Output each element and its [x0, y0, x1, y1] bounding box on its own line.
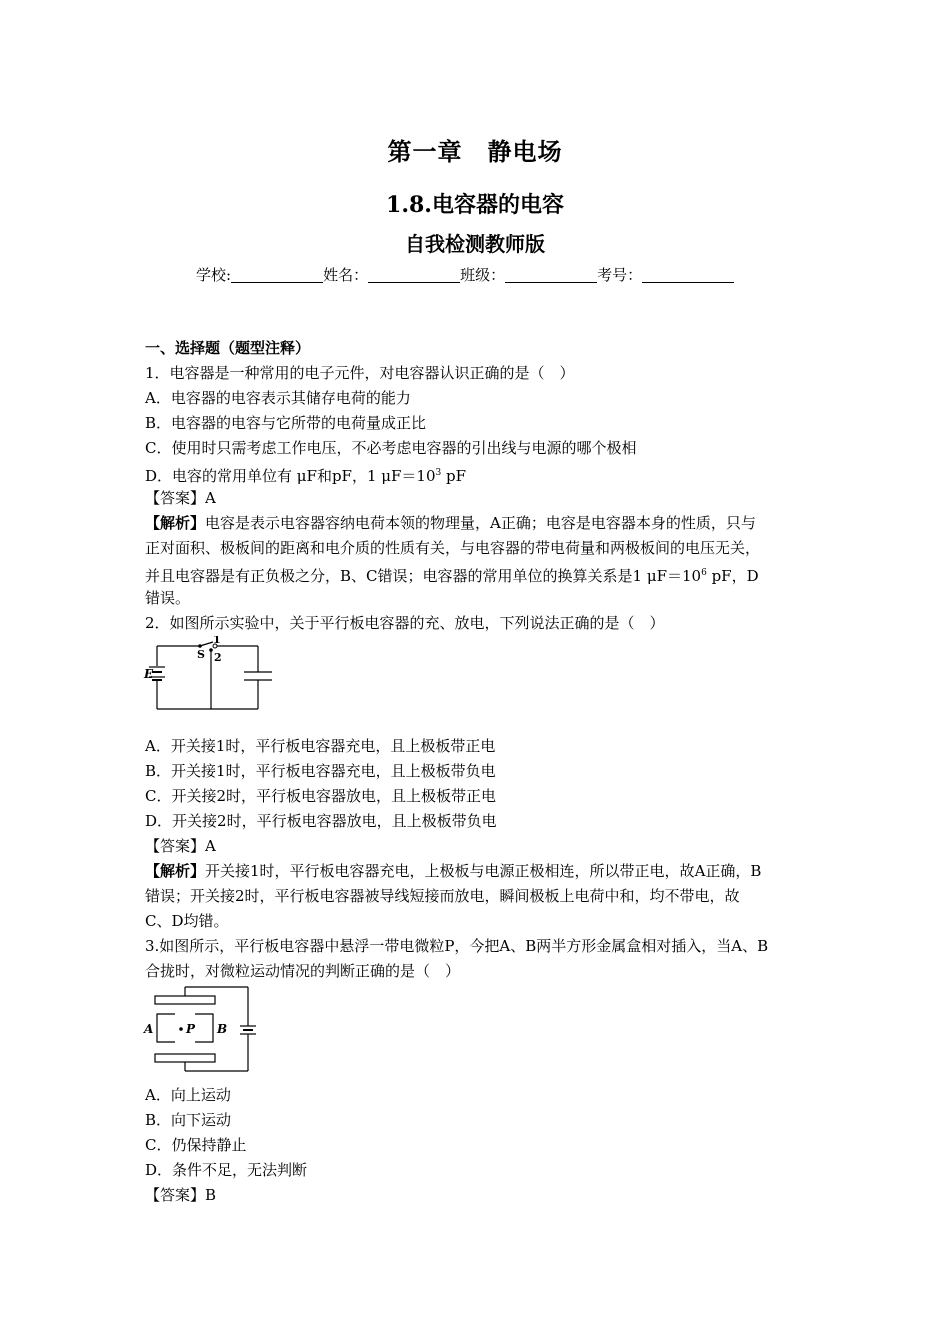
q3-option-d: D．条件不足，无法判断 — [145, 1161, 308, 1179]
fig-label-a: A — [144, 1022, 154, 1036]
fig-label-b: B — [217, 1022, 228, 1036]
q3-stem-line2: 合拢时，对微粒运动情况的判断正确的是（ ） — [145, 962, 461, 980]
q2-circuit-figure — [140, 636, 275, 716]
q1-analysis-line4: 错误。 — [145, 589, 191, 607]
exam-no-blank — [642, 266, 734, 283]
exam-no-label: 考号： — [597, 266, 643, 284]
school-blank — [231, 266, 323, 283]
q2-answer: 【答案】A — [145, 837, 216, 855]
q2-option-c: C．开关接2时，平行板电容器放电，且上极板带正电 — [145, 787, 497, 805]
q1-stem: 1．电容器是一种常用的电子元件，对电容器认识正确的是（ ） — [145, 364, 575, 382]
q3-stem-line1: 3.如图所示，平行板电容器中悬浮一带电微粒P，今把A、B两半方形金属盒相对插入，当A、B — [145, 937, 769, 955]
q2-option-a: A．开关接1时，平行板电容器充电，且上极板带正电 — [145, 737, 496, 755]
fig-label-p: P — [186, 1022, 196, 1036]
q3-option-b: B．向下运动 — [145, 1111, 232, 1129]
section-title: 一、选择题（题型注释） — [145, 339, 311, 357]
circuit-label-e: E — [144, 667, 154, 681]
edition-subtitle: 自我检测教师版 — [405, 232, 545, 256]
q1-option-a: A．电容器的电容表示其储存电荷的能力 — [145, 389, 411, 407]
name-label: 姓名： — [323, 266, 369, 284]
student-info-line — [196, 264, 734, 285]
q1-analysis-line2: 正对面积、极板间的距离和电介质的性质有关，与电容器的带电荷量和两极板间的电压无关， — [145, 539, 761, 557]
q2-analysis-line3: C、D均错。 — [145, 912, 229, 930]
q3-option-c: C．仍保持静止 — [145, 1136, 247, 1154]
q3-answer: 【答案】B — [145, 1186, 217, 1204]
q1-answer: 【答案】A — [145, 489, 216, 507]
lesson-title: 1.8.电容器的电容 — [386, 192, 564, 218]
q2-analysis-line2: 错误；开关接2时，平行板电容器被导线短接而放电，瞬间极板上电荷中和，均不带电，故 — [145, 887, 740, 905]
q3-option-a: A．向上运动 — [145, 1086, 231, 1104]
q1-analysis-line1: 【解析】电容是表示电容器容纳电荷本领的物理量，A正确；电容是电容器本身的性质，只与 — [145, 514, 756, 532]
class-label: 班级： — [460, 266, 506, 284]
q2-option-b: B．开关接1时，平行板电容器充电，且上极板带负电 — [145, 762, 496, 780]
chapter-title: 第一章 静电场 — [387, 137, 563, 166]
q2-option-d: D．开关接2时，平行板电容器放电，且上极板带负电 — [145, 812, 497, 830]
circuit-label-2: 2 — [214, 651, 222, 664]
q1-option-c: C．使用时只需考虑工作电压，不必考虑电容器的引出线与电源的哪个极相 — [145, 439, 637, 457]
q1-option-d: D．电容的常用单位有 μF和pF，1 $\mu F=10^3$ pF — [145, 467, 467, 485]
school-label: 学校: — [196, 266, 232, 284]
name-blank — [368, 266, 460, 283]
q3-capacitor-figure — [140, 984, 265, 1074]
circuit-label-1: 1 — [213, 636, 221, 646]
q1-analysis-line3: 并且电容器是有正负极之分，B、C错误；电容器的常用单位的换算关系是1 $\mu F=10^6$ pF，D — [145, 567, 759, 585]
q2-analysis-line1: 【解析】开关接1时，平行板电容器充电，上极板与电源正极相连，所以带正电，故A正确，B — [145, 862, 762, 880]
q1-option-b: B．电容器的电容与它所带的电荷量成正比 — [145, 414, 427, 432]
class-blank — [505, 266, 597, 283]
q2-stem: 2．如图所示实验中，关于平行板电容器的充、放电，下列说法正确的是（ ） — [145, 614, 665, 632]
circuit-label-s: S — [197, 648, 205, 661]
